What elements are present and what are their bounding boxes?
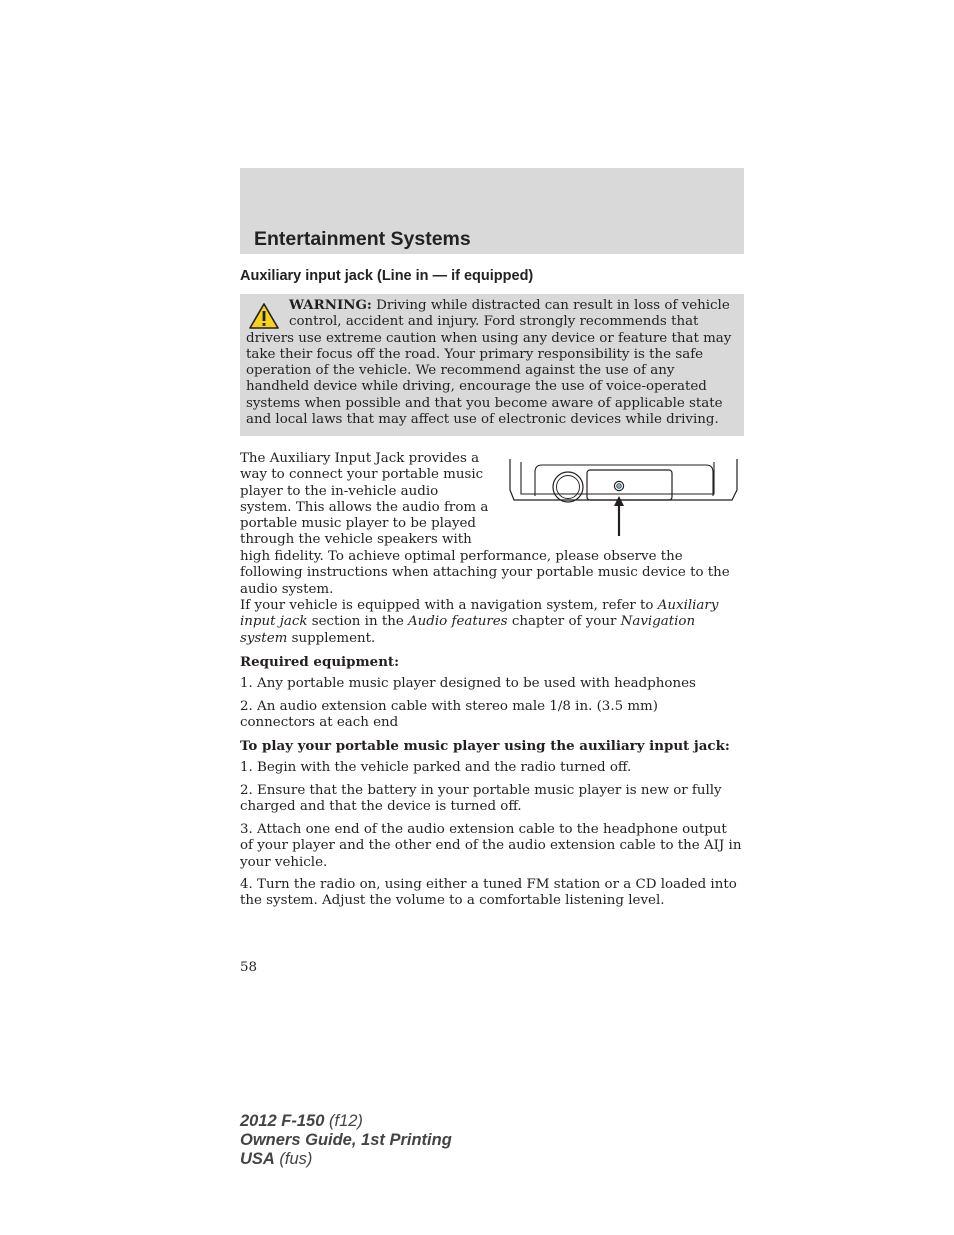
warning-box (240, 294, 744, 436)
intro-line-3: player to the in-vehicle audio (240, 483, 439, 499)
nav-ref-system: Navigation system (240, 614, 696, 646)
required-item-1: 1. Any portable music player designed to be used with headphones (240, 676, 696, 691)
footer-model-code: (f12) (324, 1112, 363, 1130)
nav-ref-audio: Audio features (408, 614, 508, 630)
warning-text (246, 297, 740, 428)
intro-line-5: portable music player to be played (240, 516, 477, 532)
warning-body: drivers use extreme caution when using any device or feature that may take their focus off the road. Your primary responsibility is the safe operation of the vehicle. We recommend against the use of any handheld device while driving, encourage the use of voice-operated systems when possible and that you become aware of applicable state and local laws that may affect use of electronic devices while driving. (246, 330, 732, 428)
nav-text-2: section in the (307, 614, 409, 630)
nav-ref-aux: Auxiliary input jack (240, 598, 719, 630)
intro-line-2: way to connect your portable music (240, 467, 484, 483)
footer-market-code: (fus) (274, 1150, 313, 1168)
subsection-heading: Auxiliary input jack (Line in — if equipped) (240, 268, 534, 284)
document-footer (240, 1112, 452, 1169)
intro-continuation: high fidelity. To achieve optimal performance, please observe the following instructions when attaching your portable music device to the audio system. (240, 549, 730, 597)
warning-line-1: Driving while distracted can result in loss of vehicle (376, 298, 730, 313)
warning-line-2: control, accident and injury. Ford strongly recommends that (289, 314, 699, 330)
step-1: 1. Begin with the vehicle parked and the radio turned off. (240, 760, 632, 775)
knob-icon (553, 472, 583, 502)
intro-narrow (240, 451, 510, 549)
warning-label: WARNING: (289, 297, 372, 313)
section-header-band (240, 168, 744, 254)
aux-jack-diagram (506, 452, 744, 540)
page-number: 58 (240, 960, 258, 975)
step-4: 4. Turn the radio on, using either a tuned FM station or a CD loaded into the system. Adjust the volume to a comfortable listening level. (240, 877, 737, 909)
section-title: Entertainment Systems (254, 228, 471, 250)
nav-text-4: supplement. (287, 630, 376, 646)
step-3: 3. Attach one end of the audio extension cable to the headphone output of your player and the other end of the audio extension cable to the AIJ in your vehicle. (240, 822, 742, 870)
navigation-note (240, 598, 744, 647)
steps-heading: To play your portable music player using the auxiliary input jack: (240, 738, 730, 754)
intro-line-1: The Auxiliary Input Jack provides a (240, 451, 480, 466)
intro-line-6: through the vehicle speakers with (240, 532, 472, 548)
footer-edition: Owners Guide, 1st Printing (240, 1131, 452, 1149)
nav-text-3: chapter of your (507, 614, 621, 630)
footer-model: 2012 F-150 (240, 1112, 325, 1130)
footer-market: USA (240, 1150, 275, 1168)
required-heading: Required equipment: (240, 654, 400, 670)
step-2: 2. Ensure that the battery in your portable music player is new or fully charged and that the device is turned off. (240, 783, 722, 815)
required-item-2: 2. An audio extension cable with stereo male 1/8 in. (3.5 mm) connectors at each end (240, 699, 658, 731)
nav-text-1: If your vehicle is equipped with a navigation system, refer to (240, 598, 658, 613)
intro-line-4: system. This allows the audio from a (240, 499, 489, 515)
